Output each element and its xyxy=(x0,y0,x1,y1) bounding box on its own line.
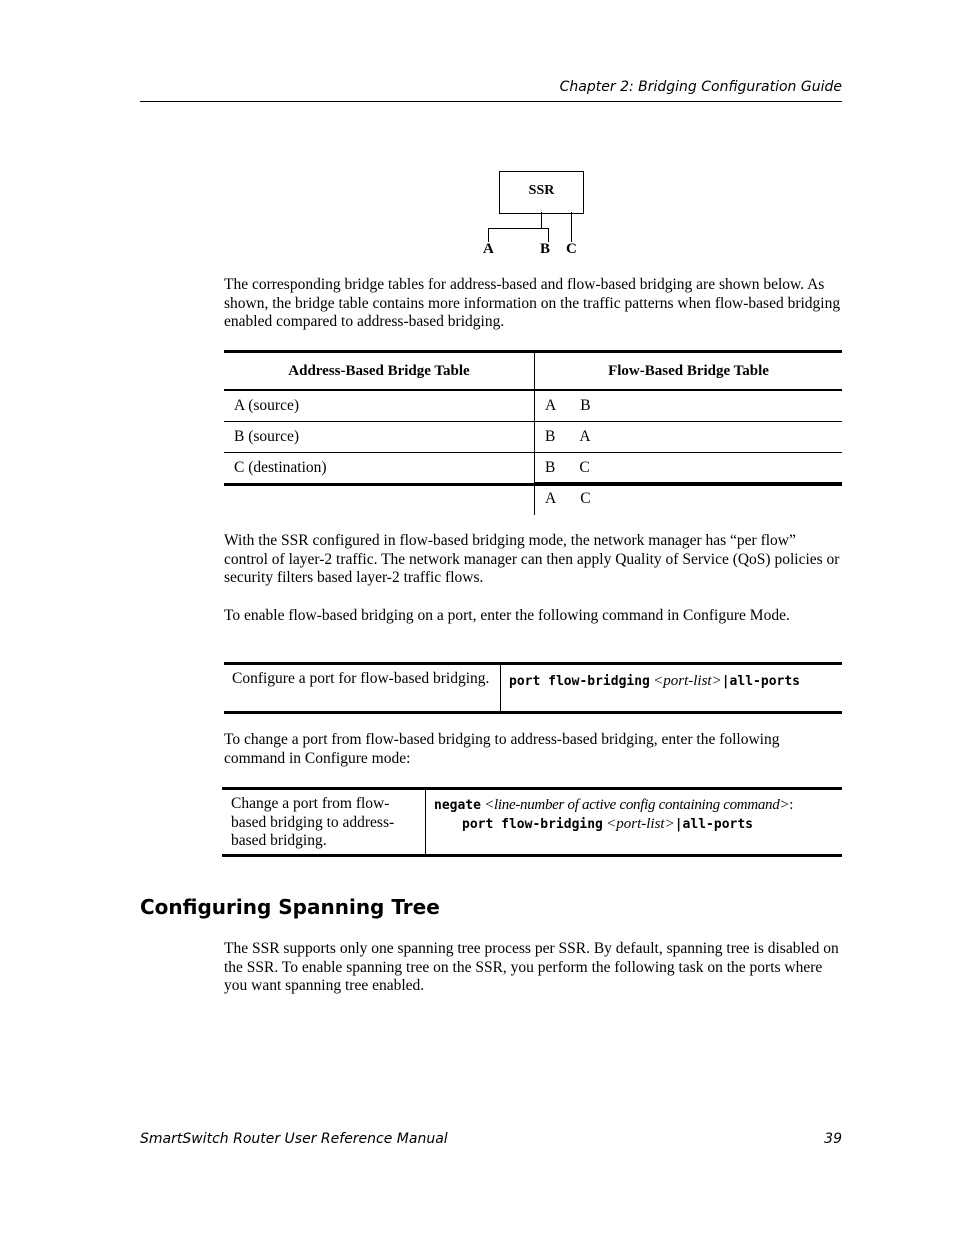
address-cell: A (source) xyxy=(224,391,535,421)
page-footer xyxy=(140,1131,842,1147)
table-row xyxy=(224,391,842,422)
manual-title: SmartSwitch Router User Reference Manual xyxy=(140,1131,448,1147)
address-cell: B (source) xyxy=(224,422,535,452)
command-syntax: negate <line-number of active config containing command>: port flow-bridging <port-list>|all-ports xyxy=(434,797,794,832)
paragraph-spanning-tree: The SSR supports only one spanning tree process per SSR. By default, spanning tree is disabled on the SSR. To enable spanning tree on the SSR, you perform the following task on the ports where you want spanning tree enabled. xyxy=(224,940,839,995)
branch-line xyxy=(488,228,549,229)
flow-cell: B A xyxy=(545,428,591,445)
flow-cell: B C xyxy=(535,453,842,483)
header-address-based: Address-Based Bridge Table xyxy=(224,353,535,389)
address-cell: C (destination) xyxy=(224,453,535,515)
bridge-table xyxy=(224,350,842,507)
port-c-line xyxy=(571,212,572,242)
port-a-label: A xyxy=(483,241,494,257)
paragraph-bridge-tables: The corresponding bridge tables for address-based and flow-based bridging are shown below. As shown, the bridge table contains more information on the traffic patterns when flow-based bridging enabled compared to address-based bridging. xyxy=(224,276,841,331)
chapter-title: Chapter 2: Bridging Configuration Guide xyxy=(559,79,842,95)
trunk-line xyxy=(541,212,542,228)
flow-cell-group xyxy=(535,453,842,507)
port-c-label: C xyxy=(566,241,577,257)
command-table-negate xyxy=(222,787,842,857)
table-row xyxy=(224,422,842,453)
table-row xyxy=(224,453,842,507)
port-b-label: B xyxy=(540,241,551,257)
port-b-line xyxy=(548,228,549,242)
command-description: Configure a port for flow-based bridging. xyxy=(224,665,501,711)
port-a-line xyxy=(488,228,489,242)
header-flow-based: Flow-Based Bridge Table xyxy=(608,363,769,379)
command-syntax: port flow-bridging <port-list>|all-ports xyxy=(509,673,801,689)
command-table-flow-bridging xyxy=(224,662,842,714)
section-title: Configuring Spanning Tree xyxy=(140,895,440,919)
paragraph-change-port: To change a port from flow-based bridging to address-based bridging, enter the following command in Configure mode: xyxy=(224,731,780,767)
page-header xyxy=(140,79,842,102)
bridge-table-header xyxy=(224,353,842,391)
flow-cell: A B xyxy=(545,397,591,414)
paragraph-flow-control: With the SSR configured in flow-based bridging mode, the network manager has “per flow” control of layer-2 traffic. The network manager can then apply Quality of Service (QoS) policies or security filters based layer-2 traffic flows. xyxy=(224,532,840,587)
paragraph-enable-flow: To enable flow-based bridging on a port, enter the following command in Configure Mode. xyxy=(224,607,790,624)
page-number: 39 xyxy=(824,1131,842,1147)
command-description: Change a port from flow-based bridging to address-based bridging. xyxy=(222,790,426,854)
ssr-device-label: SSR xyxy=(528,183,555,198)
flow-cell: A C xyxy=(545,490,591,507)
